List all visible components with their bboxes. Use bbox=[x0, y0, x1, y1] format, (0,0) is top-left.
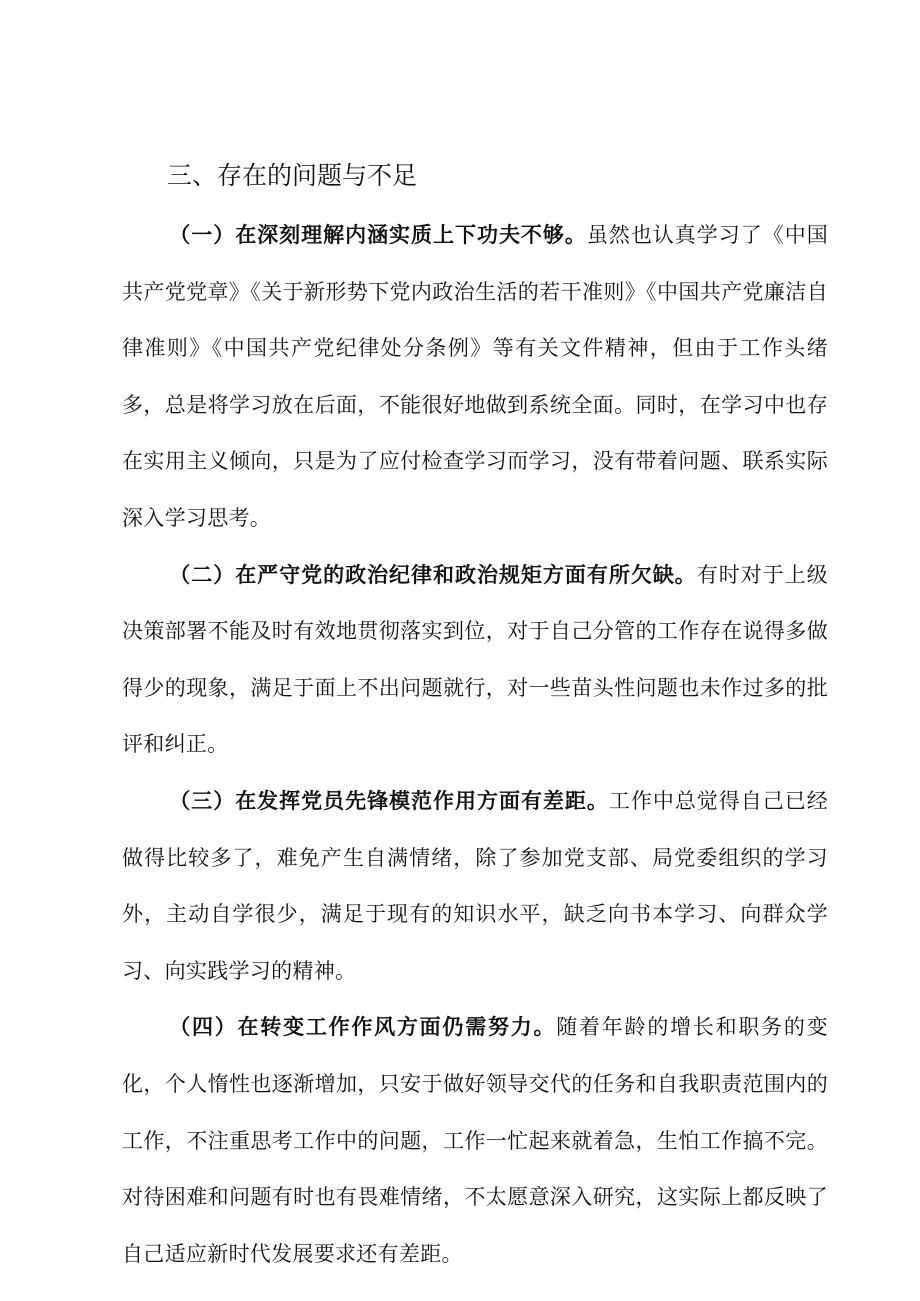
paragraph-2 bbox=[122, 547, 828, 773]
paragraph-3-text: 工作中总觉得自己已经做得比较多了，难免产生自满情绪，除了参加党支部、局党委组织的学习外，主动自学很少，满足于现有的知识水平，缺乏向书本学习、向群众学习、向实践学习的精神。 bbox=[122, 788, 829, 983]
paragraph-3-heading: （三）在发挥党员先锋模范作用方面有差距。 bbox=[169, 788, 609, 813]
paragraph-1-heading: （一）在深刻理解内涵实质上下功夫不够。 bbox=[169, 223, 587, 247]
paragraph-2-heading: （二）在严守党的政治纪律和政治规矩方面有所欠缺。 bbox=[169, 562, 697, 587]
paragraph-1 bbox=[122, 207, 828, 547]
paragraph-1-text: 虽然也认真学习了《中国共产党党章》《关于新形势下党内政治生活的若干准则》《中国共产党廉洁自律准则》《中国共产党纪律处分条例》等有关文件精神，但由于工作头绪多，总是将学习放在后面，不能很好地做到系统全面。同时，在学习中也存在实用主义倾向，只是为了应付检查学习而学习，没有带着问题、联系实际深入学习思考。 bbox=[122, 223, 828, 530]
paragraph-4-text: 随着年龄的增长和职务的变化，个人惰性也逐渐增加，只安于做好领导交代的任务和自我职责范围内的工作，不注重思考工作中的问题，工作一忙起来就着急，生怕工作搞不完。对待困难和问题有时也有畏难情绪，不太愿意深入研究，这实际上都反映了自己适应新时代发展要求还有差距。 bbox=[122, 1015, 828, 1266]
document-body bbox=[122, 150, 828, 1282]
paragraph-2-text: 有时对于上级决策部署不能及时有效地贯彻落实到位，对于自己分管的工作存在说得多做得少的现象，满足于面上不出问题就行，对一些苗头性问题也未作过多的批评和纠正。 bbox=[122, 562, 828, 757]
paragraph-4 bbox=[122, 999, 828, 1282]
paragraph-4-heading: （四）在转变工作作风方面仍需努力。 bbox=[169, 1015, 557, 1040]
paragraph-3 bbox=[122, 773, 828, 999]
section-title: 三、存在的问题与不足 bbox=[167, 161, 418, 190]
